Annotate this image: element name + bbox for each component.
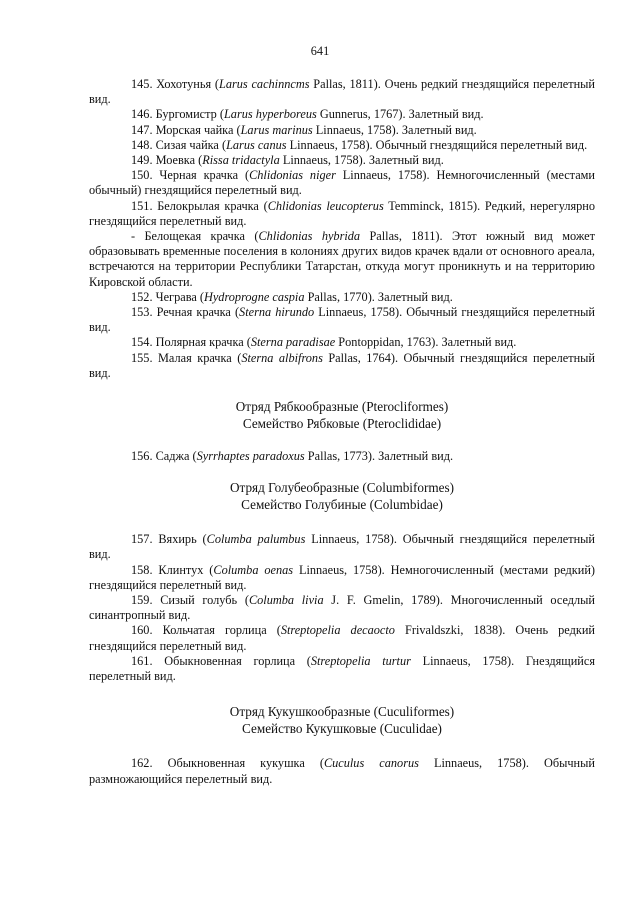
page-number: 641 — [310, 44, 330, 58]
species-entry-153 — [89, 305, 595, 335]
section-heading-cuculiformes — [89, 703, 595, 737]
entry-latin-name: Sterna albifrons — [241, 350, 323, 365]
family-heading: Семейство Рябковые (Pteroclididae) — [242, 416, 442, 432]
species-entry-149 — [89, 153, 595, 168]
entry-authority-status: Linnaeus, 1758). Залетный вид. — [312, 122, 477, 137]
entry-latin-name: Chlidonias leucopterus — [267, 198, 384, 213]
species-entry-159 — [89, 593, 595, 623]
entry-common-name: 146. Бургомистр ( — [131, 107, 224, 122]
species-entry-147 — [89, 123, 595, 138]
entry-latin-name: Larus cachinncms — [218, 77, 310, 91]
entry-authority-status: Linnaeus, 1758). Обычный гнездящийся перелетный вид. — [89, 532, 595, 562]
entry-authority-status: Pallas, 1773). Залетный вид. — [304, 449, 454, 464]
species-entry-146 — [89, 107, 595, 122]
entry-common-name: 150. Черная крачка ( — [131, 168, 250, 183]
entry-common-name: 161. Обыкновенная горлица ( — [131, 653, 311, 668]
family-heading: Семейство Кукушковые (Cuculidae) — [242, 721, 442, 737]
entry-latin-name: Columba palumbus — [206, 532, 306, 547]
entry-latin-name: Sterna hirundo — [239, 305, 315, 320]
family-heading: Семейство Голубиные (Columbidae) — [241, 497, 443, 513]
entry-authority-status: Frivaldszki, 1838). Очень редкий гнездящийся перелетный вид. — [89, 623, 595, 653]
entry-latin-name: Larus canus — [226, 137, 287, 152]
entry-common-name: 149. Моевка ( — [131, 153, 203, 168]
entry-latin-name: Columba oenas — [213, 562, 294, 577]
entry-authority-status: Linnaeus, 1758). Немногочисленный (местами редкий) гнездящийся перелетный вид. — [89, 562, 595, 592]
entry-common-name: 158. Клинтух ( — [131, 562, 214, 577]
species-entry-note — [89, 229, 595, 290]
entry-list-pigeons — [89, 532, 595, 684]
entry-latin-name: Streptopelia turtur — [310, 653, 411, 668]
species-entry-154 — [89, 335, 595, 350]
entry-authority-status: Linnaeus, 1758). Залетный вид. — [279, 153, 444, 168]
entry-common-name: 145. Хохотунья ( — [131, 77, 219, 91]
entry-authority-status: Temminck, 1815). Редкий, нерегулярно гнездящийся перелетный вид. — [89, 198, 595, 228]
entry-common-name: 153. Речная крачка ( — [131, 305, 240, 320]
entry-authority-status: Pallas, 1811). Этот южный вид может образовывать временные поселения в колониях других видов крачек вдали от основного ареала, встречаются на территории Республики Татарстан, откуда могут проникнуть и на территорию Кировской области. — [89, 229, 595, 289]
entry-common-name: 159. Сизый голубь ( — [131, 593, 249, 608]
order-heading: Отряд Рябкообразные (Pterocliformes) — [235, 399, 449, 415]
species-entry-157 — [89, 532, 595, 562]
entry-list-sandgrouse — [89, 449, 595, 464]
species-entry-156 — [89, 449, 595, 464]
entry-authority-status: Gunnerus, 1767). Залетный вид. — [316, 107, 484, 122]
entry-authority-status: Linnaeus, 1758). Обычный размножающийся перелетный вид. — [89, 756, 595, 786]
entry-latin-name: Syrrhaptes paradoxus — [196, 449, 305, 464]
entry-authority-status: Pallas, 1764). Обычный гнездящийся перелетный вид. — [89, 350, 596, 380]
entry-common-name: 157. Вяхирь ( — [131, 532, 207, 547]
entry-latin-name: Larus marinus — [240, 122, 313, 137]
entry-common-name: 147. Морская чайка ( — [131, 122, 241, 137]
species-entry-150 — [89, 168, 595, 198]
entry-common-name: 152. Чеграва ( — [131, 289, 204, 304]
species-entry-148 — [89, 138, 595, 153]
entry-latin-name: Chlidonias hybrida — [258, 229, 361, 244]
entry-common-name: 154. Полярная крачка ( — [131, 335, 251, 350]
entry-common-name: - Белощекая крачка ( — [131, 229, 259, 244]
order-heading: Отряд Кукушкообразные (Cuculiformes) — [229, 704, 455, 720]
entry-latin-name: Rissa tridactyla — [202, 153, 280, 168]
species-entry-145 — [89, 77, 595, 107]
section-heading-columbiformes — [89, 479, 595, 513]
section-heading-pterocliformes — [89, 398, 595, 432]
order-heading: Отряд Голубеобразные (Columbiformes) — [230, 480, 454, 496]
entry-authority-status: J. F. Gmelin, 1789). Многочисленный оседлый синантропный вид. — [89, 593, 595, 623]
species-entry-151 — [89, 199, 595, 229]
entry-common-name: 155. Малая крачка ( — [131, 350, 242, 365]
entry-common-name: 160. Кольчатая горлица ( — [131, 623, 281, 638]
species-entry-155 — [89, 351, 595, 381]
species-entry-152 — [89, 290, 595, 305]
entry-latin-name: Sterna paradisae — [250, 335, 336, 350]
entry-latin-name: Cuculus canorus — [323, 756, 419, 771]
entry-list-cuckoos — [89, 756, 595, 786]
entry-latin-name: Streptopelia decaocto — [280, 623, 395, 638]
species-entry-161 — [89, 654, 595, 684]
page-content — [89, 77, 595, 787]
entry-latin-name: Larus hyperboreus — [223, 107, 317, 122]
species-entry-162 — [89, 756, 595, 786]
entry-common-name: 162. Обыкновенная кукушка ( — [131, 756, 324, 771]
entry-authority-status: Pallas, 1811). Очень редкий гнездящийся перелетный вид. — [89, 77, 595, 107]
species-entry-158 — [89, 563, 595, 593]
entry-common-name: 156. Саджа ( — [131, 449, 197, 464]
entry-authority-status: Linnaeus, 1758). Гнездящийся перелетный вид. — [89, 653, 595, 684]
entry-common-name: 151. Белокрылая крачка ( — [131, 198, 268, 213]
entry-authority-status: Linnaeus, 1758). Обычный гнездящийся перелетный вид. — [89, 305, 595, 335]
species-entry-160 — [89, 623, 595, 653]
entry-authority-status: Pontoppidan, 1763). Залетный вид. — [335, 335, 517, 350]
entry-latin-name: Hydroprogne caspia — [203, 289, 305, 304]
entry-latin-name: Chlidonias niger — [249, 168, 336, 183]
entry-list-gulls-terns — [89, 77, 595, 381]
entry-authority-status: Pallas, 1770). Залетный вид. — [304, 289, 453, 304]
entry-latin-name: Columba livia — [248, 593, 324, 608]
entry-authority-status: Linnaeus, 1758). Немногочисленный (местами обычный) гнездящийся перелетный вид. — [89, 168, 596, 198]
entry-common-name: 148. Сизая чайка ( — [131, 137, 227, 152]
entry-authority-status: Linnaeus, 1758). Обычный гнездящийся перелетный вид. — [286, 137, 588, 152]
